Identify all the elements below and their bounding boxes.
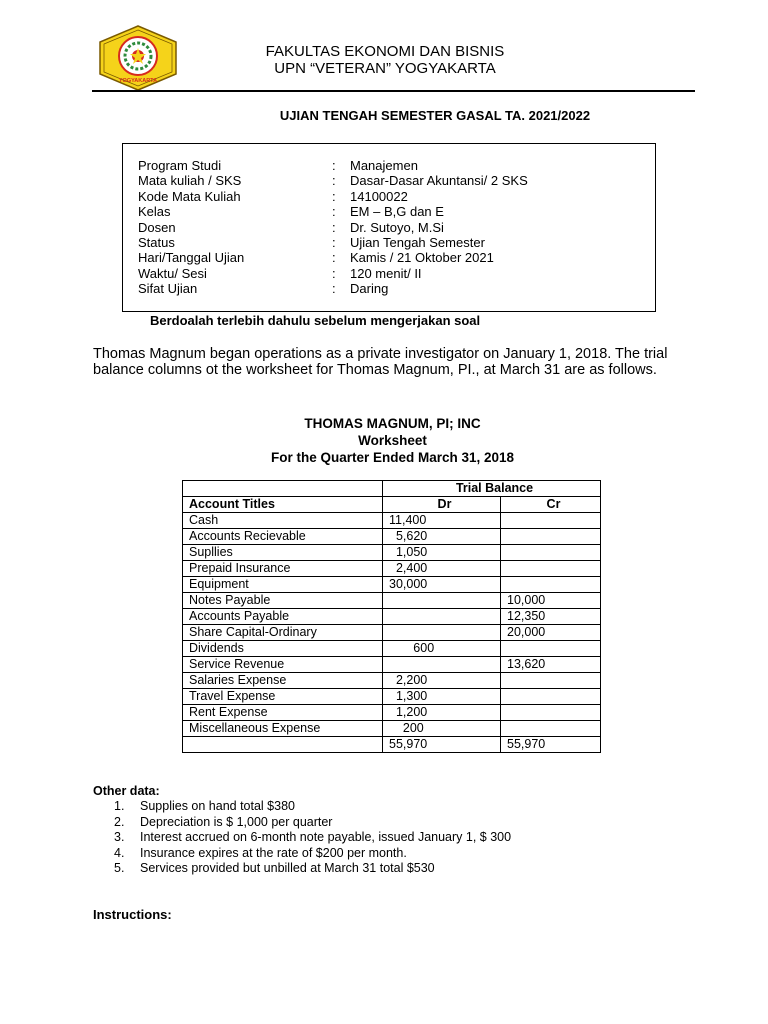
total-label-cell (183, 737, 383, 753)
account-cell: Accounts Recievable (183, 529, 383, 545)
account-cell: Service Revenue (183, 657, 383, 673)
worksheet-period: For the Quarter Ended March 31, 2018 (270, 450, 515, 465)
cr-cell (501, 545, 601, 561)
list-item (114, 830, 511, 846)
logo-text: YOGYAKARTA (118, 78, 158, 84)
exam-info-box (122, 143, 656, 312)
account-cell: Dividends (183, 641, 383, 657)
dr-cell: 30,000 (383, 577, 501, 593)
cr-cell: 13,620 (501, 657, 601, 673)
list-item (114, 815, 511, 831)
table-row (183, 545, 601, 561)
list-item-text: Insurance expires at the rate of $200 per month. (140, 845, 407, 860)
table-row (183, 657, 601, 673)
cr-cell (501, 577, 601, 593)
exam-info-label: Hari/Tanggal Ujian (138, 250, 245, 266)
table-row (183, 625, 601, 641)
cr-cell (501, 513, 601, 529)
list-item-number: 5. (114, 861, 125, 875)
prayer-instruction: Berdoalah terlebih dahulu sebelum mengerjakan soal (150, 313, 481, 328)
cr-cell (501, 673, 601, 689)
empty-cell (183, 481, 383, 497)
dr-cell (383, 609, 501, 625)
list-item-number: 3. (114, 830, 125, 844)
table-row (183, 689, 601, 705)
cr-cell (501, 641, 601, 657)
dr-cell: 5,620 (383, 529, 501, 545)
list-item-number: 1. (114, 799, 125, 813)
exam-info-value: Manajemen (350, 158, 418, 173)
dr-cell (383, 657, 501, 673)
exam-info-colon: : (332, 173, 336, 189)
exam-info-label: Program Studi (138, 158, 222, 173)
exam-info-colon: : (332, 265, 336, 281)
list-item (114, 799, 511, 815)
exam-info-value: Kamis / 21 Oktober 2021 (350, 250, 494, 266)
exam-info-colon: : (332, 281, 336, 297)
instructions-label: Instructions: (93, 907, 172, 922)
dr-cell: 1,300 (383, 689, 501, 705)
table-row (183, 561, 601, 577)
table-row (183, 673, 601, 689)
exam-info-colon: : (332, 235, 336, 250)
table-row (183, 593, 601, 609)
header-divider (92, 90, 695, 92)
account-cell: Miscellaneous Expense (183, 721, 383, 737)
dr-cell: 1,050 (383, 545, 501, 561)
cr-cell (501, 721, 601, 737)
exam-info-value: Ujian Tengah Semester (350, 235, 485, 250)
intro-paragraph: Thomas Magnum began operations as a private investigator on January 1, 2018. The trial balance columns ot the worksheet for Thomas Magnum, PI., at March 31 are as follows. (93, 346, 668, 378)
dr-cell (383, 625, 501, 641)
account-cell: Rent Expense (183, 705, 383, 721)
trial-balance-header: Trial Balance (383, 481, 601, 497)
list-item-text: Supplies on hand total $380 (140, 799, 295, 813)
list-item (114, 861, 511, 877)
table-row (183, 577, 601, 593)
exam-info-label: Sifat Ujian (138, 281, 198, 297)
exam-info-colon: : (332, 158, 336, 173)
account-cell: Cash (183, 513, 383, 529)
total-cr-cell: 55,970 (501, 737, 601, 753)
table-row (183, 721, 601, 737)
cr-cell: 10,000 (501, 593, 601, 609)
dr-cell: 200 (383, 721, 501, 737)
trial-balance-table (182, 480, 601, 753)
dr-cell: 2,400 (383, 561, 501, 577)
exam-title: UJIAN TENGAH SEMESTER GASAL TA. 2021/2022 (279, 108, 591, 123)
list-item-text: Services provided but unbilled at March 31 total $530 (140, 861, 435, 875)
worksheet-title: Worksheet (358, 433, 427, 448)
exam-info-colon: : (332, 250, 336, 266)
account-cell: Supllies (183, 545, 383, 561)
exam-info-colon: : (332, 188, 336, 204)
dr-cell: 1,200 (383, 705, 501, 721)
cr-cell: 20,000 (501, 625, 601, 641)
university-name: UPN “VETERAN” YOGYAKARTA (274, 60, 496, 77)
dr-cell (383, 593, 501, 609)
cr-header: Cr (501, 497, 601, 513)
total-dr-cell: 55,970 (383, 737, 501, 753)
table-group-header-row (183, 481, 601, 497)
table-row (183, 641, 601, 657)
cr-cell (501, 705, 601, 721)
account-cell: Equipment (183, 577, 383, 593)
account-cell: Share Capital-Ordinary (183, 625, 383, 641)
account-cell: Travel Expense (183, 689, 383, 705)
list-item-number: 4. (114, 845, 125, 860)
list-item-text: Depreciation is $ 1,000 per quarter (140, 814, 333, 829)
list-item-text: Interest accrued on 6-month note payable, issued January 1, $ 300 (140, 830, 512, 844)
dr-cell: 2,200 (383, 673, 501, 689)
exam-info-label: Mata kuliah / SKS (138, 173, 242, 189)
other-data-title: Other data: (93, 784, 160, 798)
university-logo (94, 24, 182, 92)
exam-info-label: Kelas (138, 204, 171, 220)
exam-info-value: Daring (350, 281, 389, 297)
exam-info-value: 14100022 (350, 188, 408, 204)
table-header-row (183, 497, 601, 513)
account-cell: Prepaid Insurance (183, 561, 383, 577)
exam-info-label: Dosen (138, 219, 176, 235)
cr-cell: 12,350 (501, 609, 601, 625)
worksheet-company: THOMAS MAGNUM, PI; INC (304, 416, 481, 431)
list-item-number: 2. (114, 814, 125, 829)
account-cell: Salaries Expense (183, 673, 383, 689)
cr-cell (501, 529, 601, 545)
exam-info-value: Dasar-Dasar Akuntansi/ 2 SKS (350, 173, 528, 189)
exam-info-colon: : (332, 219, 336, 235)
other-data-list (114, 799, 511, 877)
table-row (183, 513, 601, 529)
exam-info-value: Dr. Sutoyo, M.Si (350, 219, 444, 235)
exam-info-colon: : (332, 204, 336, 220)
account-titles-header: Account Titles (183, 497, 383, 513)
exam-info-value: EM – B,G dan E (350, 204, 444, 220)
table-row (183, 529, 601, 545)
account-cell: Notes Payable (183, 593, 383, 609)
dr-cell: 600 (383, 641, 501, 657)
cr-cell (501, 689, 601, 705)
table-total-row (183, 737, 601, 753)
table-row (183, 609, 601, 625)
exam-info-label: Kode Mata Kuliah (138, 188, 241, 204)
table-row (183, 705, 601, 721)
dr-header: Dr (383, 497, 501, 513)
exam-info-value: 120 menit/ II (350, 265, 422, 281)
account-cell: Accounts Payable (183, 609, 383, 625)
exam-info-label: Waktu/ Sesi (138, 265, 207, 281)
dr-cell: 11,400 (383, 513, 501, 529)
list-item (114, 846, 511, 862)
cr-cell (501, 561, 601, 577)
faculty-name: FAKULTAS EKONOMI DAN BISNIS (265, 43, 505, 60)
exam-info-label: Status (138, 235, 175, 250)
